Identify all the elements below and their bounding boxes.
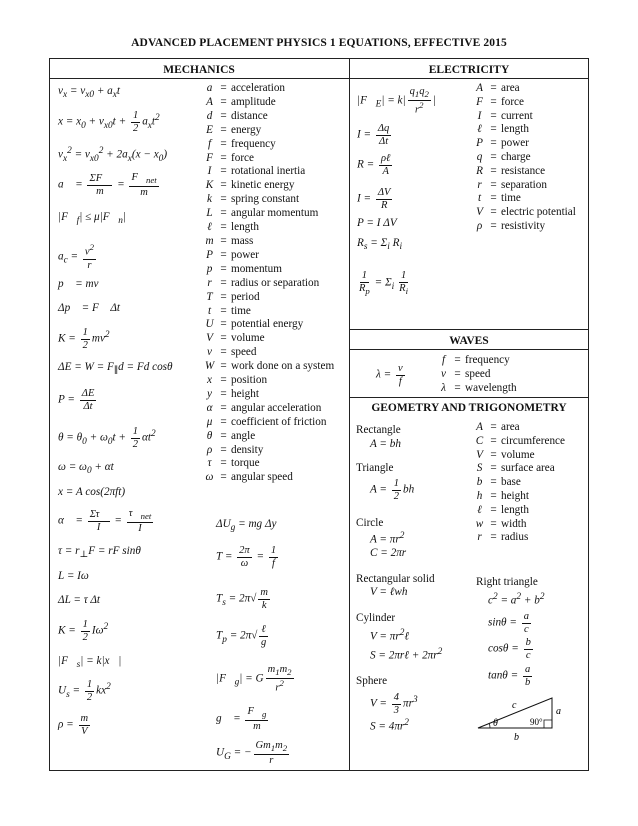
variable-symbol: q <box>476 150 483 163</box>
variable-definition: τ = torque <box>203 457 334 471</box>
electricity-heading: ELECTRICITY <box>428 64 510 76</box>
equation: $T_p = 2\pi√$ ℓ g <box>216 624 267 649</box>
equation: R = ρℓ A <box>357 153 391 178</box>
variable-definition: I = rotational inertia <box>203 165 334 179</box>
variable-definition: t = time <box>473 192 576 206</box>
variable-definition: P = power <box>203 249 334 263</box>
variable-symbol: A <box>206 95 213 108</box>
variable-definition: v = speed <box>203 346 334 360</box>
variable-definition: θ = angle <box>203 430 334 444</box>
shape-label: Cylinder <box>356 612 396 624</box>
variable-definition: I = current <box>473 110 576 124</box>
variable-meaning: energy <box>231 123 262 136</box>
variable-symbol: t <box>477 192 482 205</box>
equation: ΔL = τ Δt <box>58 594 101 606</box>
variable-definition: b = base <box>473 476 565 490</box>
variable-meaning: resistance <box>501 164 546 177</box>
mechanics-header-rule <box>49 78 350 79</box>
variable-meaning: resistivity <box>501 219 546 232</box>
equation: P = $\frac{\Delta E}{\Delta t}$ <box>58 388 95 413</box>
variable-definition: m = mass <box>203 235 334 249</box>
variable-meaning: momentum <box>231 262 282 275</box>
waves-heading: WAVES <box>449 335 489 347</box>
variable-symbol: ω <box>205 471 214 484</box>
right-angle-mark <box>544 720 552 728</box>
variable-meaning: coefficient of friction <box>231 415 327 428</box>
equation: V = $\frac{4}{3}$ $\pi r^3$ <box>370 692 418 717</box>
variable-meaning: position <box>231 374 268 387</box>
variable-meaning: circumference <box>501 434 565 447</box>
equation: cosθ = $\frac{b}{c}$ <box>488 637 531 662</box>
variable-meaning: area <box>501 82 520 94</box>
variable-meaning: base <box>501 476 521 489</box>
variable-definition: E = energy <box>203 124 334 138</box>
variable-meaning: acceleration <box>231 82 286 94</box>
variable-meaning: time <box>501 192 521 205</box>
variable-definition: V = volume <box>203 332 334 346</box>
variable-meaning: angular acceleration <box>231 401 322 414</box>
variable-symbol: t <box>207 304 212 317</box>
variable-meaning: length <box>501 123 529 136</box>
variable-meaning: frequency <box>231 137 276 150</box>
variable-meaning: volume <box>501 448 535 461</box>
angle-label-theta: θ <box>493 718 498 729</box>
variable-definition: w = width <box>473 518 565 532</box>
side-label-a: a <box>556 706 561 717</box>
variable-symbol: V <box>476 206 483 219</box>
variable-symbol: p <box>206 262 213 275</box>
variable-meaning: length <box>501 503 529 516</box>
variable-symbol: v <box>441 367 446 380</box>
variable-symbol: h <box>476 489 483 502</box>
variable-meaning: separation <box>501 178 547 191</box>
variable-definition: v = speed <box>437 368 517 382</box>
geometry-heading: GEOMETRY AND TRIGONOMETRY <box>371 402 567 414</box>
variable-meaning: power <box>231 248 259 261</box>
variable-meaning: height <box>231 387 259 400</box>
variable-symbol: ℓ <box>207 221 212 234</box>
equation: L = Iω <box>58 570 89 582</box>
variable-definition: r = radius or separation <box>203 277 334 291</box>
variable-meaning: width <box>501 517 527 530</box>
variable-meaning: volume <box>231 332 265 345</box>
equation: $|F⃗_g| = G$ $\frac{m_1m_2}{r^2}$ <box>216 664 292 694</box>
variable-symbol: μ <box>206 415 213 428</box>
variable-symbol: K <box>205 179 214 192</box>
variable-symbol: α <box>206 401 213 414</box>
variable-meaning: speed <box>231 346 257 359</box>
side-label-b: b <box>514 732 519 743</box>
variable-definition: f = frequency <box>203 138 334 152</box>
equation: $U_G$ = − $\frac{Gm_1m_2}{r}$ <box>216 740 288 767</box>
variable-definition: F = force <box>203 152 334 166</box>
variable-definition: K = kinetic energy <box>203 179 334 193</box>
equation: $x = x_0 + v_{x0}t$ + $\frac{1}{2}$ $a_xt^2$ <box>58 110 160 135</box>
mechanics-variable-list <box>203 82 334 485</box>
variable-symbol: τ <box>207 457 212 470</box>
variable-meaning: radius or separation <box>231 276 320 289</box>
variable-definition: P = power <box>473 137 576 151</box>
variable-definition: ℓ = length <box>473 504 565 518</box>
variable-definition: q = charge <box>473 151 576 165</box>
side-label-c: c <box>512 700 517 711</box>
variable-symbol: C <box>475 434 484 447</box>
variable-definition: p = momentum <box>203 263 334 277</box>
equation: $|F⃗_f|$ ≤ $\mu|F⃗_n|$ <box>58 211 127 227</box>
equation: $A = \pi r^2$ <box>370 531 405 546</box>
variable-definition: ω = angular speed <box>203 471 334 485</box>
variable-meaning: force <box>231 151 254 164</box>
equation: $R_s = \Sigma_i$ $R_i$ <box>357 237 403 253</box>
variable-definition: ℓ = length <box>203 221 334 235</box>
variable-symbol: A <box>476 82 483 94</box>
variable-symbol: T <box>206 290 213 303</box>
waves-variable-list <box>437 354 517 395</box>
variable-meaning: kinetic energy <box>231 179 295 192</box>
equation: I = $\frac{\Delta q}{\Delta t}$ <box>357 123 390 148</box>
variable-meaning: charge <box>501 150 531 163</box>
equation: Δp⃗ = F⃗ Δt <box>58 302 121 314</box>
variable-meaning: force <box>501 95 524 108</box>
equation: C = 2πr <box>370 547 407 559</box>
variable-symbol: P <box>476 137 483 150</box>
variable-symbol: S <box>476 462 483 475</box>
variable-definition: λ = wavelength <box>437 382 517 396</box>
equation: x = A cos(2πft) <box>58 486 126 498</box>
variable-definition: t = time <box>203 305 334 319</box>
variable-symbol: k <box>207 193 212 206</box>
equation: K = $\frac{1}{2}$ $mv^2$ <box>58 327 110 352</box>
variable-definition: V = electric potential <box>473 206 576 220</box>
variable-definition: a = acceleration <box>203 82 334 96</box>
equation: P = I ΔV <box>357 217 397 229</box>
variable-symbol: d <box>206 109 213 122</box>
variable-meaning: rotational inertia <box>231 165 306 178</box>
variable-symbol: W <box>204 360 215 373</box>
variable-definition: μ = coefficient of friction <box>203 416 334 430</box>
variable-definition: x = position <box>203 374 334 388</box>
variable-meaning: mass <box>231 234 254 247</box>
variable-meaning: potential energy <box>231 318 304 331</box>
equation: λ = $\frac{v}{f}$ <box>376 363 403 388</box>
variable-symbol: f <box>207 137 212 150</box>
variable-symbol: U <box>205 318 214 331</box>
equation: $\tau = r_\perp F$ = rF sinθ <box>58 545 141 561</box>
page-title: ADVANCED PLACEMENT PHYSICS 1 EQUATIONS, EFFECTIVE 2015 <box>131 37 507 49</box>
variable-meaning: period <box>231 290 260 303</box>
variable-definition: α = angular acceleration <box>203 402 334 416</box>
equation: $T_s = 2\pi√$ $\frac{m}{k}$ <box>216 587 268 612</box>
right-triangle-diagram <box>470 690 580 745</box>
variable-meaning: spring constant <box>231 193 300 206</box>
variable-symbol: R <box>476 164 483 177</box>
variable-symbol: V <box>206 332 213 345</box>
waves-header-rule <box>349 349 589 350</box>
variable-definition: r = separation <box>473 179 576 193</box>
shape-label: Sphere <box>356 675 388 687</box>
variable-meaning: density <box>231 443 264 456</box>
variable-meaning: time <box>231 304 251 317</box>
variable-definition: r = radius <box>473 531 565 545</box>
variable-symbol: P <box>206 248 213 261</box>
variable-symbol: λ <box>441 381 446 394</box>
variable-symbol: b <box>476 476 483 489</box>
variable-meaning: angle <box>231 429 256 442</box>
variable-meaning: current <box>501 109 533 122</box>
variable-definition: h = height <box>473 490 565 504</box>
equation: $v_x = v_{x0} + a_xt$ <box>58 85 121 101</box>
equation: $v_x^2 = v_{x0}^2 + 2a_x(x - x_0)$ <box>58 146 168 164</box>
mechanics-heading: MECHANICS <box>163 64 235 76</box>
equation: A = $\frac{1}{2}$ bh <box>370 478 415 503</box>
variable-definition: y = height <box>203 388 334 402</box>
variable-symbol: V <box>476 448 483 461</box>
variable-meaning: frequency <box>465 354 510 366</box>
equation: $V = \pi r^2\ell$ <box>370 628 410 643</box>
variable-symbol: A <box>476 421 483 433</box>
variable-definition: A = area <box>473 82 576 96</box>
variable-definition: f = frequency <box>437 354 517 368</box>
variable-meaning: angular speed <box>231 471 293 484</box>
shape-label: Triangle <box>356 462 394 474</box>
shape-label: Right triangle <box>476 576 538 588</box>
variable-symbol: x <box>207 374 212 387</box>
equation: S = 2πrℓ + $2\pi r^2$ <box>370 647 443 662</box>
shape-label: Rectangular solid <box>356 573 435 585</box>
variable-symbol: y <box>207 387 212 400</box>
column-divider <box>349 58 350 771</box>
variable-symbol: F <box>206 151 213 164</box>
shape-label: Circle <box>356 517 384 529</box>
variable-meaning: amplitude <box>231 95 276 108</box>
variable-definition: ρ = density <box>203 444 334 458</box>
equation: T = $\frac{2\pi}{\omega}$ = $\frac{1}{f}$ <box>216 545 277 570</box>
equation: $|F⃗_E| = k|$ $\frac{q_1q_2}{r^2}$ | <box>357 86 436 116</box>
equation: ρ = $\frac{m}{V}$ <box>58 713 89 738</box>
variable-definition: R = resistance <box>473 165 576 179</box>
equation: tanθ = $\frac{a}{b}$ <box>488 664 531 689</box>
variable-meaning: speed <box>465 367 491 380</box>
variable-symbol: r <box>477 531 482 544</box>
variable-meaning: power <box>501 137 529 150</box>
variable-symbol: I <box>207 165 212 178</box>
variable-definition: A = area <box>473 421 565 435</box>
equation: α⃗ = $\frac{\Sigma\tau⃗}{I}$ = $\tau⃗_{net}$ I <box>58 508 152 535</box>
variable-symbol: F <box>476 95 483 108</box>
equation: I = $\frac{\Delta V}{R}$ <box>357 187 391 212</box>
geometry-top-rule <box>349 397 589 398</box>
equation: $\Delta E = W = F_\parallel d = Fd$ cosθ <box>58 361 173 377</box>
variable-meaning: torque <box>231 457 260 470</box>
variable-definition: C = circumference <box>473 435 565 449</box>
variable-symbol: θ <box>206 429 213 442</box>
equation: $\theta = \theta_0 + \omega_0t$ + $\frac{1}{2}$ $\alpha t^2$ <box>58 426 156 451</box>
variable-meaning: length <box>231 221 259 234</box>
waves-top-rule <box>349 329 589 330</box>
equation: $\frac{1}{R_p}$ = $\Sigma_i$ $\frac{1}{R_i}$ <box>359 270 409 297</box>
equation: $\omega = \omega_0 + \alpha t$ <box>58 461 114 477</box>
equation: $c^2 = a^2 + b^2$ <box>488 592 545 607</box>
variable-meaning: work done on a system <box>231 360 335 373</box>
variable-definition: T = period <box>203 291 334 305</box>
variable-symbol: m <box>205 234 214 247</box>
variable-definition: k = spring constant <box>203 193 334 207</box>
equation: $S = 4\pi r^2$ <box>370 718 409 733</box>
variable-symbol: L <box>206 207 213 220</box>
angle-label-90: 90° <box>530 717 543 727</box>
angle-arc <box>489 723 490 728</box>
variable-symbol: E <box>206 123 213 136</box>
variable-definition: U = potential energy <box>203 318 334 332</box>
equation: A = bh <box>370 438 401 450</box>
variable-symbol: r <box>477 178 482 191</box>
shape-label: Rectangle <box>356 424 401 436</box>
variable-symbol: r <box>207 276 212 289</box>
variable-symbol: a <box>206 82 213 94</box>
variable-definition: F = force <box>473 96 576 110</box>
variable-symbol: ρ <box>476 219 483 232</box>
variable-definition: ℓ = length <box>473 123 576 137</box>
equation: g⃗ = $\frac{F⃗_g}{m}$ <box>216 706 267 733</box>
equation: a⃗ = $\frac{\Sigma F⃗}{m}$ = $F⃗_{net}$ m <box>58 172 157 199</box>
equation: $U_s$ = $\frac{1}{2}$ $kx^2$ <box>58 679 111 704</box>
variable-definition: V = volume <box>473 449 565 463</box>
variable-definition: ρ = resistivity <box>473 220 576 234</box>
variable-definition: S = surface area <box>473 462 565 476</box>
electricity-variable-list <box>473 82 576 234</box>
variable-symbol: I <box>477 109 482 122</box>
variable-symbol: w <box>475 517 484 530</box>
equation: $|F⃗_s|$ = k|x⃗| <box>58 655 122 671</box>
variable-meaning: wavelength <box>465 381 517 394</box>
variable-symbol: ℓ <box>477 123 482 136</box>
variable-meaning: angular momentum <box>231 207 319 220</box>
equation: K = $\frac{1}{2}$ $I\omega^2$ <box>58 619 109 644</box>
equation: $a_c$ = $\frac{v^2}{r}$ <box>58 242 94 271</box>
variable-definition: L = angular momentum <box>203 207 334 221</box>
variable-symbol: ρ <box>206 443 213 456</box>
electricity-header-rule <box>349 78 589 79</box>
variable-meaning: area <box>501 421 520 433</box>
variable-symbol: ℓ <box>477 503 482 516</box>
variable-definition: d = distance <box>203 110 334 124</box>
variable-definition: A = amplitude <box>203 96 334 110</box>
geometry-variable-list <box>473 421 565 545</box>
variable-meaning: electric potential <box>501 206 576 219</box>
variable-symbol: v <box>207 346 212 359</box>
variable-meaning: surface area <box>501 462 555 475</box>
variable-meaning: distance <box>231 109 268 122</box>
equation: p⃗ = mv⃗ <box>58 278 108 290</box>
variable-symbol: f <box>441 354 446 366</box>
variable-meaning: radius <box>501 531 529 544</box>
equation: V = ℓwh <box>370 586 408 598</box>
equation: $\Delta U_g$ = mg Δy <box>216 518 277 534</box>
variable-definition: W = work done on a system <box>204 360 335 373</box>
equation: sinθ = $\frac{a}{c}$ <box>488 611 529 636</box>
variable-meaning: height <box>501 489 529 502</box>
